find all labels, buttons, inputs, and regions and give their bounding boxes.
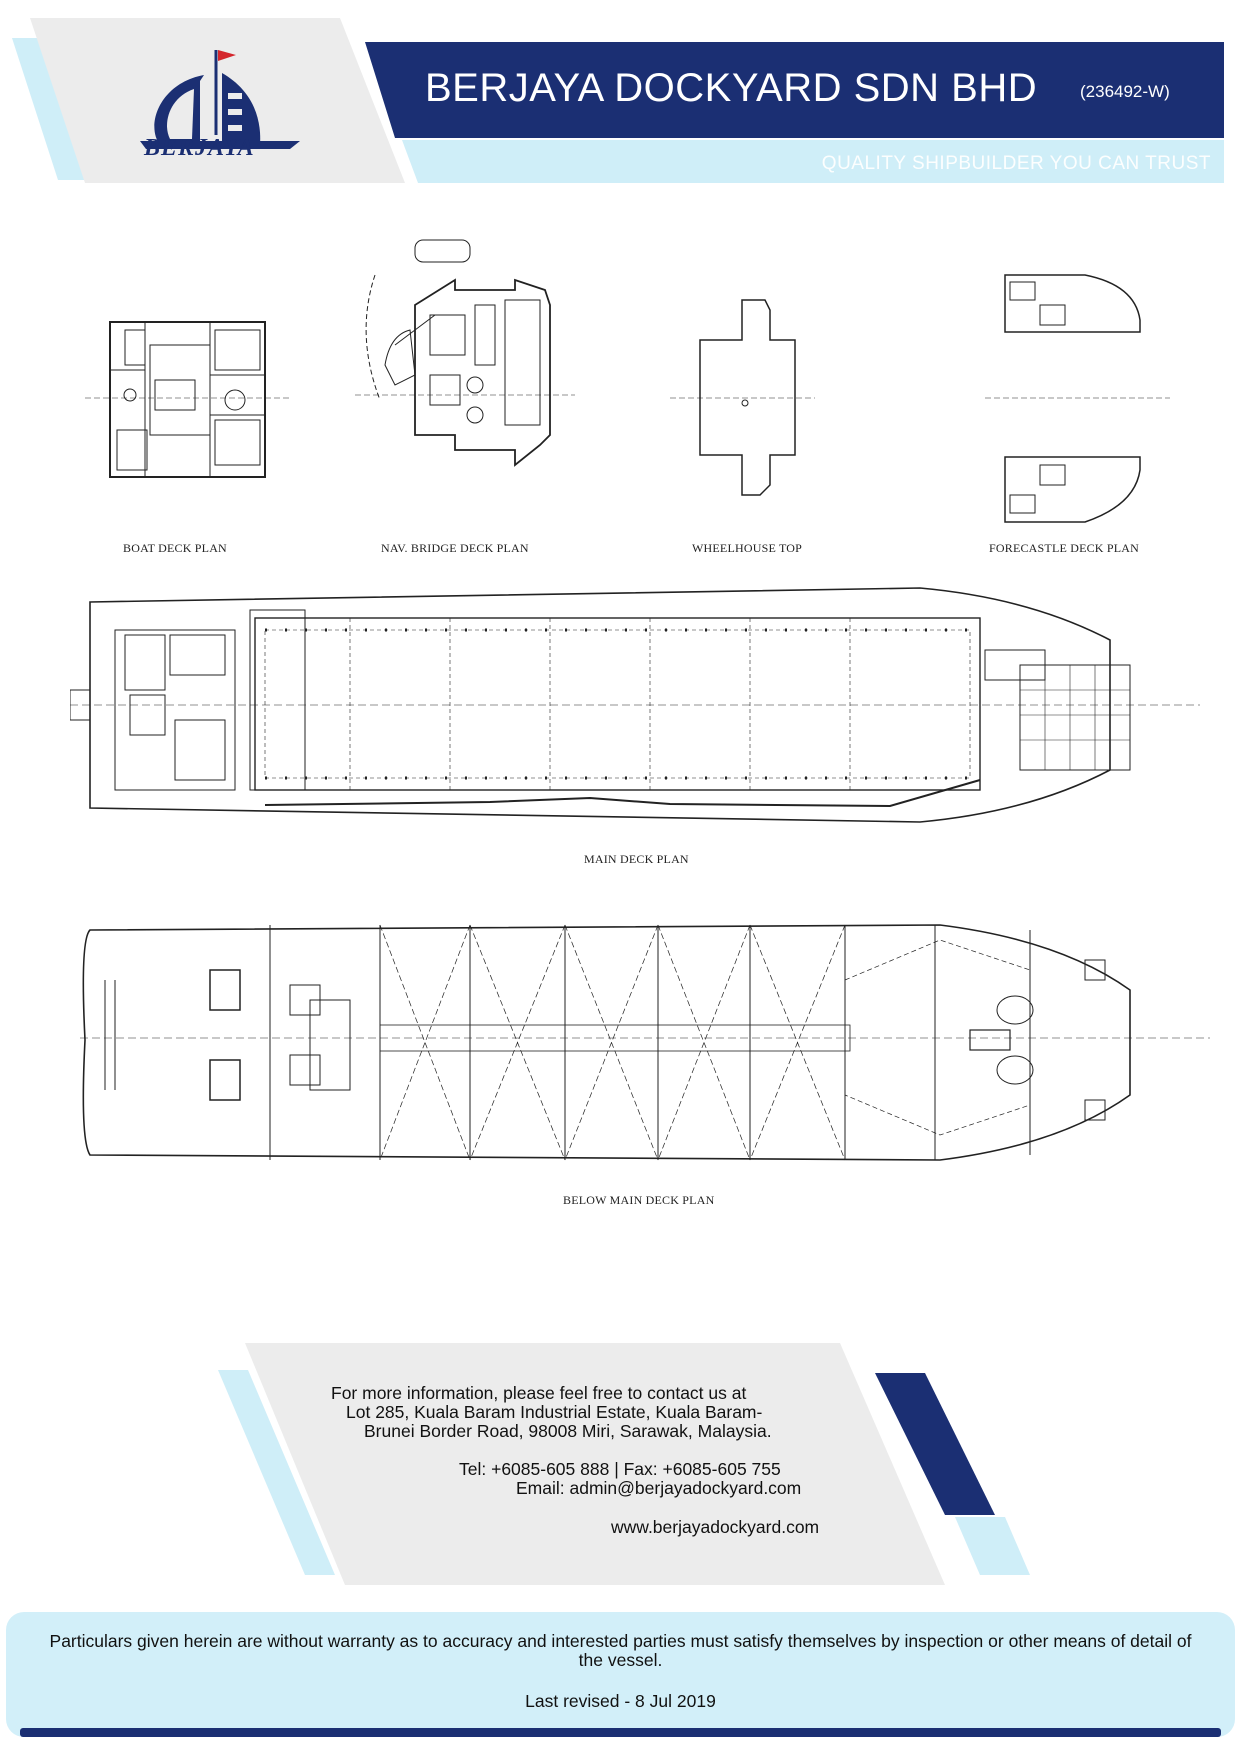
main-deck-plan-drawing xyxy=(70,580,1215,830)
email-link[interactable]: Email: admin@berjayadockyard.com xyxy=(516,1478,802,1498)
phone-fax: Tel: +6085-605 888 | Fax: +6085-605 755 xyxy=(459,1459,781,1479)
address-line-2: Brunei Border Road, 98008 Miri, Sarawak, Malaysia. xyxy=(364,1421,772,1441)
forecastle-deck-plan-drawing xyxy=(985,270,1175,530)
disclaimer-text: Particulars given herein are without warranty as to accuracy and interested parties must satisfy themselves by inspection or other means of detail of the vessel. xyxy=(49,1631,1192,1670)
footer-navy-bar xyxy=(20,1728,1221,1737)
below-main-deck-plan-drawing xyxy=(80,910,1215,1175)
wheelhouse-top-drawing xyxy=(670,295,820,500)
tagline: QUALITY SHIPBUILDER YOU CAN TRUST xyxy=(821,153,1211,174)
forecastle-deck-plan-caption: FORECASTLE DECK PLAN xyxy=(989,541,1140,555)
below-main-deck-plan-caption: BELOW MAIN DECK PLAN xyxy=(563,1193,715,1207)
registration-number: (236492-W) xyxy=(1080,82,1170,101)
contact-intro: For more information, please feel free to contact us at xyxy=(331,1383,747,1403)
logo-wordmark: BERJAYA xyxy=(144,135,255,161)
main-deck-plan-caption: MAIN DECK PLAN xyxy=(584,852,689,866)
nav-bridge-deck-plan-drawing xyxy=(355,235,595,515)
company-name: BERJAYA DOCKYARD SDN BHD xyxy=(425,66,1038,110)
boat-deck-plan-drawing xyxy=(85,300,295,485)
website-link[interactable]: www.berjayadockyard.com xyxy=(611,1517,820,1537)
boat-deck-plan-caption: BOAT DECK PLAN xyxy=(123,541,227,555)
nav-bridge-deck-plan-caption: NAV. BRIDGE DECK PLAN xyxy=(381,541,529,555)
last-revised: Last revised - 8 Jul 2019 xyxy=(525,1691,716,1711)
address-line-1: Lot 285, Kuala Baram Industrial Estate, Kuala Baram- xyxy=(346,1402,763,1422)
wheelhouse-top-caption: WHEELHOUSE TOP xyxy=(692,541,803,555)
